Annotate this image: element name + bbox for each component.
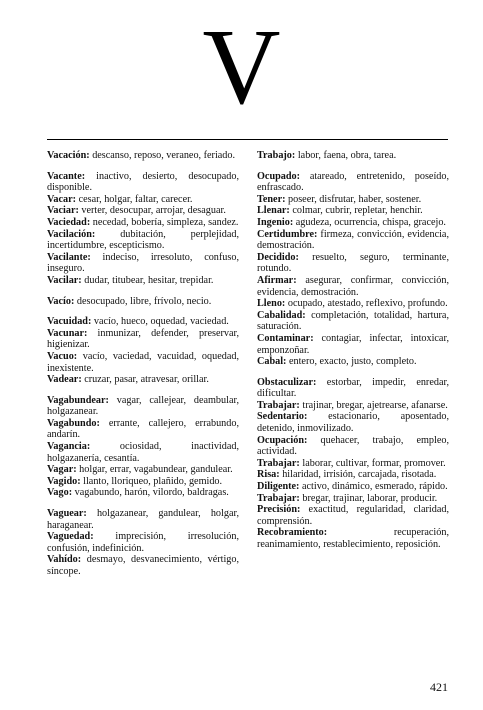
dictionary-entry (47, 351, 239, 374)
entry-synonyms: verter, desocupar, arrojar, desaguar. (81, 205, 226, 217)
dictionary-entry (257, 205, 449, 217)
entry-headword: Diligente: (257, 481, 300, 493)
entry-headword: Cabal: (257, 356, 287, 368)
entry-headword: Vagabundear: (47, 394, 109, 406)
entry-synonyms: llanto, lloriqueo, plañido, gemido. (83, 475, 223, 487)
entry-synonyms: vagar, callejear, deambular, holgazanear. (47, 394, 239, 418)
dictionary-entry (47, 296, 239, 308)
entry-headword: Afirmar: (257, 274, 297, 286)
entry-synonyms: vacío, hueco, oquedad, vaciedad. (93, 316, 229, 328)
entry-synonyms: cesar, holgar, faltar, carecer. (78, 193, 193, 205)
entry-synonyms: asegurar, confirmar, convicción, evidencia, demostración. (257, 274, 449, 298)
entry-headword: Trabajar: (257, 492, 300, 504)
dictionary-entry (47, 150, 239, 162)
entry-headword: Precisión: (257, 504, 301, 516)
dictionary-entry (257, 275, 449, 298)
entry-headword: Llenar: (257, 205, 290, 217)
entry-headword: Vaguedad: (47, 531, 94, 543)
dictionary-entry (47, 531, 239, 554)
entry-headword: Trabajar: (257, 399, 300, 411)
entry-synonyms: trajinar, bregar, ajetrearse, afanarse. (302, 399, 448, 411)
entry-headword: Obstaculizar: (257, 376, 317, 388)
entry-synonyms: completación, totalidad, hartura, saturación. (257, 309, 450, 333)
entry-synonyms: laborar, cultivar, formar, promover. (302, 457, 446, 469)
entry-headword: Vacante: (47, 170, 86, 182)
dictionary-entry (47, 487, 239, 499)
entry-synonyms: imprecisión, irresolución, confusión, indefinición. (47, 531, 239, 554)
entry-headword: Vaguear: (47, 508, 87, 520)
dictionary-entry (257, 194, 449, 206)
entry-headword: Vacuidad: (47, 316, 92, 328)
entry-headword: Vaciar: (47, 205, 79, 217)
entry-headword: Vacunar: (47, 327, 88, 339)
entry-synonyms: atareado, entretenido, poseído, enfrascado. (257, 170, 450, 194)
entry-synonyms: firmeza, convicción, evidencia, demostración. (257, 228, 449, 252)
dictionary-entry (257, 171, 449, 194)
entry-synonyms: desocupado, libre, frívolo, necio. (76, 295, 212, 307)
dictionary-entry (47, 374, 239, 386)
entry-synonyms: entero, exacto, justo, completo. (288, 356, 417, 368)
left-column (47, 150, 239, 578)
dictionary-entry (257, 400, 449, 412)
dictionary-entry (257, 252, 449, 275)
dictionary-entry (47, 464, 239, 476)
entry-headword: Trabajar: (257, 457, 300, 469)
entry-synonyms: inmunizar, defender, preservar, higienizar. (47, 327, 239, 351)
dictionary-entry (47, 205, 239, 217)
dictionary-entry (47, 328, 239, 351)
entry-synonyms: ocupado, atestado, reflexivo, profundo. (287, 298, 448, 310)
header-rule (47, 139, 448, 140)
entry-synonyms: quehacer, trabajo, empleo, actividad. (257, 434, 450, 458)
dictionary-entry (257, 411, 449, 434)
entry-synonyms: colmar, cubrir, repletar, henchir. (292, 205, 423, 217)
entry-synonyms: dudar, titubear, hesitar, trepidar. (84, 274, 214, 286)
section-letter: V (202, 8, 281, 127)
entry-headword: Vacuo: (47, 350, 78, 362)
entry-headword: Cabalidad: (257, 309, 306, 321)
entry-headword: Contaminar: (257, 332, 314, 344)
entry-headword: Vacar: (47, 193, 77, 205)
entry-headword: Vago: (47, 487, 73, 499)
entry-headword: Vaciedad: (47, 216, 91, 228)
entry-headword: Trabajo: (257, 150, 296, 161)
dictionary-entry (257, 217, 449, 229)
dictionary-entry (47, 476, 239, 488)
entry-synonyms: labor, faena, obra, tarea. (297, 150, 397, 161)
entry-headword: Vagancia: (47, 441, 91, 453)
dictionary-entry (47, 229, 239, 252)
entry-headword: Vacilante: (47, 251, 91, 263)
dictionary-entry (257, 310, 449, 333)
right-column (257, 150, 449, 551)
entry-synonyms: hilaridad, irrisión, carcajada, risotada. (282, 469, 437, 481)
entry-synonyms: estorbar, impedir, enredar, dificultar. (257, 376, 449, 400)
page-number: 421 (430, 680, 448, 694)
dictionary-entry (257, 377, 449, 400)
entry-synonyms: bregar, trajinar, laborar, producir. (302, 492, 438, 504)
entry-synonyms: poseer, disfrutar, haber, sostener. (288, 193, 422, 205)
entry-headword: Vacilación: (47, 228, 96, 240)
entry-headword: Vacío: (47, 295, 75, 307)
entry-headword: Decidido: (257, 251, 299, 263)
dictionary-entry (257, 458, 449, 470)
entry-synonyms: recuperación, reanimamiento, restablecimiento, reposición. (257, 527, 449, 550)
entry-headword: Vacación: (47, 150, 90, 161)
dictionary-entry (257, 298, 449, 310)
dictionary-entry (47, 171, 239, 194)
entry-headword: Vahído: (47, 554, 82, 566)
entry-headword: Tener: (257, 193, 286, 205)
entry-synonyms: desmayo, desvanecimiento, vértigo, síncope. (47, 554, 240, 577)
entry-headword: Vagabundo: (47, 417, 100, 429)
dictionary-entry (47, 418, 239, 441)
dictionary-entry (47, 252, 239, 275)
entry-synonyms: vacío, vaciedad, vacuidad, oquedad, inexistente. (47, 350, 239, 374)
entry-synonyms: resuelto, seguro, terminante, rotundo. (257, 251, 449, 275)
entry-synonyms: indeciso, irresoluto, confuso, inseguro. (47, 251, 239, 275)
entry-synonyms: estacionario, aposentado, detenido, inmovilizado. (257, 411, 450, 435)
entry-headword: Recobramiento: (257, 527, 328, 539)
entry-synonyms: ociosidad, inactividad, holgazanería, cesantía. (47, 441, 239, 464)
entry-synonyms: dubitación, perplejidad, incertidumbre, escepticismo. (47, 228, 239, 252)
entry-synonyms: contagiar, infectar, intoxicar, emponzoñar. (257, 332, 449, 356)
entry-synonyms: errante, callejero, errabundo, andarín. (47, 417, 239, 441)
entry-synonyms: activo, dinámico, esmerado, rápido. (301, 481, 448, 493)
entry-headword: Ocupación: (257, 434, 308, 446)
dictionary-entry (257, 493, 449, 505)
dictionary-entry (257, 150, 449, 162)
entry-headword: Ingenio: (257, 216, 294, 228)
entry-headword: Certidumbre: (257, 228, 318, 240)
dictionary-entry (257, 469, 449, 481)
dictionary-entry (47, 508, 239, 531)
entry-headword: Vagar: (47, 464, 77, 476)
dictionary-entry (47, 441, 239, 464)
entry-synonyms: holgazanear, gandulear, holgar, haraganear. (47, 508, 239, 531)
dictionary-entry (47, 316, 239, 328)
entry-headword: Vacilar: (47, 274, 82, 286)
entry-synonyms: cruzar, pasar, atravesar, orillar. (84, 374, 209, 386)
dictionary-entry (257, 527, 449, 550)
entry-headword: Sedentario: (257, 411, 308, 423)
entry-synonyms: descanso, reposo, veraneo, feriado. (92, 150, 236, 161)
dictionary-entry (257, 504, 449, 527)
dictionary-entry (47, 217, 239, 229)
entry-synonyms: inactivo, desierto, desocupado, disponible. (47, 170, 239, 194)
entry-headword: Risa: (257, 469, 280, 481)
dictionary-entry (257, 229, 449, 252)
entry-headword: Ocupado: (257, 170, 301, 182)
dictionary-entry (257, 481, 449, 493)
entry-synonyms: agudeza, ocurrencia, chispa, gracejo. (295, 216, 446, 228)
dictionary-entry (257, 356, 449, 368)
entry-synonyms: vagabundo, harón, vilordo, baldragas. (74, 487, 229, 499)
dictionary-entry (257, 435, 449, 458)
entry-synonyms: holgar, errar, vagabundear, gandulear. (79, 464, 233, 476)
entry-headword: Vadear: (47, 374, 82, 386)
dictionary-entry (47, 275, 239, 287)
dictionary-entry (47, 554, 239, 577)
dictionary-entry (257, 333, 449, 356)
entry-synonyms: exactitud, regularidad, claridad, comprensión. (257, 504, 450, 527)
entry-headword: Vagido: (47, 475, 81, 487)
entry-headword: Lleno: (257, 298, 286, 310)
dictionary-entry (47, 395, 239, 418)
dictionary-entry (47, 194, 239, 206)
entry-synonyms: necedad, bobería, simpleza, sandez. (92, 216, 239, 228)
